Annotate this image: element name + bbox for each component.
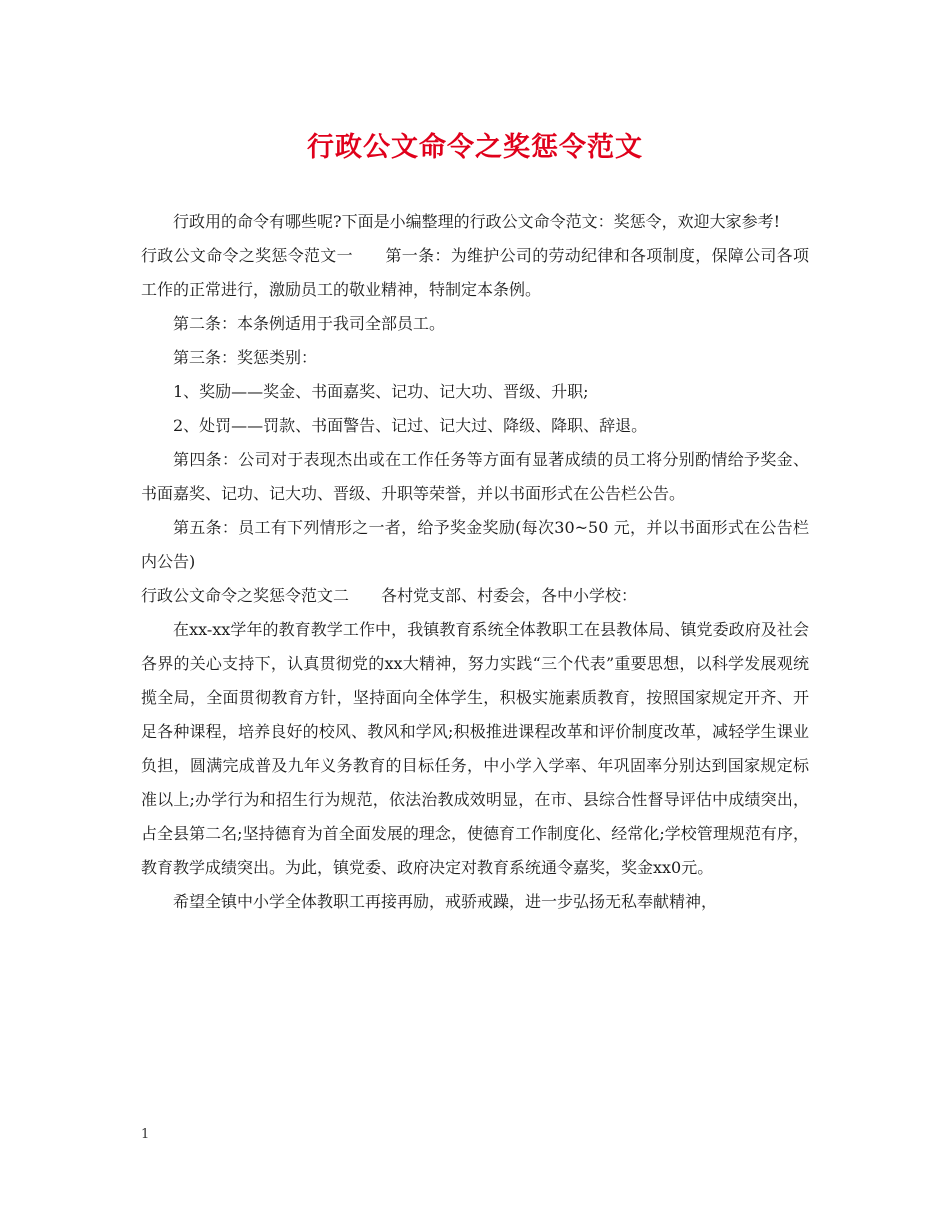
page-number: 1 (141, 1127, 150, 1142)
document-body (141, 205, 809, 919)
document-title: 行政公文命令之奖惩令范文 (307, 132, 643, 163)
paragraph: 行政公文命令之奖惩令范文二 各村党支部、村委会，各中小学校： (141, 586, 638, 605)
paragraph: 第三条：奖惩类别： (173, 348, 318, 367)
paragraph: 在xx-xx学年的教育教学工作中，我镇教育系统全体教职工在县教体局、镇党委政府及社会各界的关心支持下，认真贯彻党的xx大精神，努力实践“三个代表”重要思想，以科学发展观统揽全局，全面贯彻教育方针，坚持面向全体学生，积极实施素质教育，按照国家规定开齐、开足各种课程，培养良好的校风、教风和学风;积极推进课程改革和评价制度改革，减轻学生课业负担，圆满完成普及九年义务教育的目标任务，中小学入学率、年巩固率分别达到国家规定标准以上;办学行为和招生行为规范，依法治教成效明显，在市、县综合性督导评估中成绩突出，占全县第二名;坚持德育为首全面发展的理念，使德育工作制度化、经常化;学校管理规范有序，教育教学成绩突出。为此，镇党委、政府决定对教育系统通令嘉奖，奖金xx0元。 (141, 620, 809, 877)
paragraph: 第五条：员工有下列情形之一者，给予奖金奖励(每次30~50 元，并以书面形式在公告栏内公告) (141, 518, 809, 571)
paragraph: 第二条：本条例适用于我司全部员工。 (173, 314, 446, 333)
paragraph: 行政用的命令有哪些呢?下面是小编整理的行政公文命令范文：奖惩令，欢迎大家参考! (173, 212, 781, 231)
paragraph: 行政公文命令之奖惩令范文一 第一条：为维护公司的劳动纪律和各项制度，保障公司各项工作的正常进行，激励员工的敬业精神，特制定本条例。 (141, 246, 809, 299)
paragraph: 2、处罚——罚款、书面警告、记过、记大过、降级、降职、辞退。 (173, 416, 648, 435)
paragraph: 希望全镇中小学全体教职工再接再励，戒骄戒躁，进一步弘扬无私奉献精神， (173, 892, 718, 911)
paragraph: 第四条：公司对于表现杰出或在工作任务等方面有显著成绩的员工将分别酌情给予奖金、书面嘉奖、记功、记大功、晋级、升职等荣誉，并以书面形式在公告栏公告。 (141, 450, 809, 503)
paragraph: 1、奖励——奖金、书面嘉奖、记功、记大功、晋级、升职; (173, 382, 589, 401)
